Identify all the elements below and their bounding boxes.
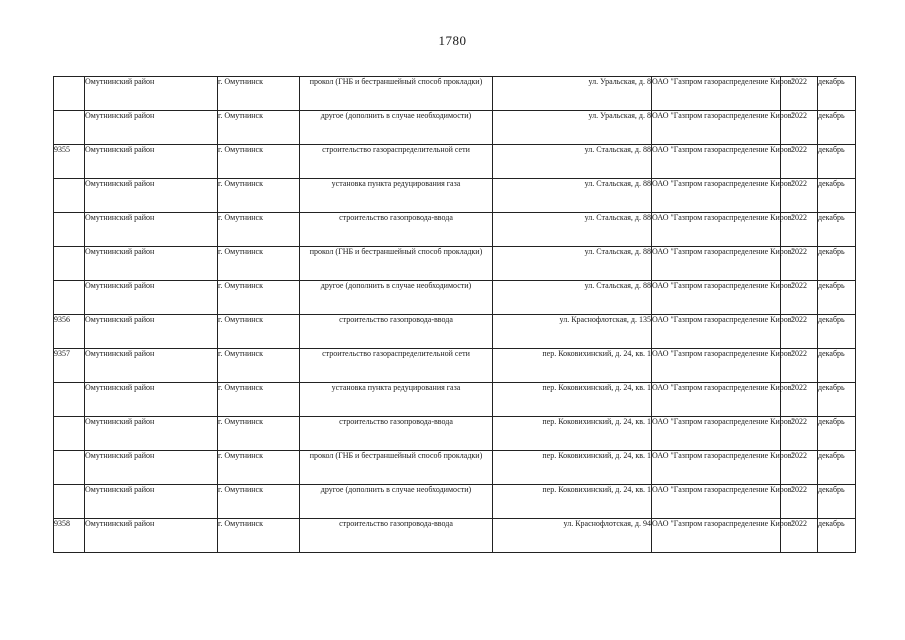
table-row	[54, 111, 856, 145]
district-cell: Омутнинский район	[85, 485, 218, 519]
work-type-cell: установка пункта редуцирования газа	[300, 383, 493, 417]
address-cell: ул. Краснофлотская, д. 94	[493, 519, 652, 553]
month-cell: декабрь	[818, 213, 856, 247]
row-number	[54, 213, 85, 247]
work-type-cell: другое (дополнить в случае необходимости)	[300, 485, 493, 519]
row-number: 9356	[54, 315, 85, 349]
row-number: 9357	[54, 349, 85, 383]
address-cell: пер. Коковихинский, д. 24, кв. 1	[493, 417, 652, 451]
table-row	[54, 451, 856, 485]
organization-cell: ОАО "Газпром газораспределение Киров"	[652, 383, 781, 417]
organization-cell: ОАО "Газпром газораспределение Киров"	[652, 179, 781, 213]
work-type-cell: строительство газопровода-ввода	[300, 417, 493, 451]
city-cell: г. Омутнинск	[218, 213, 300, 247]
row-number	[54, 77, 85, 111]
district-cell: Омутнинский район	[85, 111, 218, 145]
table-row	[54, 485, 856, 519]
table-row	[54, 281, 856, 315]
address-cell: ул. Стальская, д. 88	[493, 213, 652, 247]
address-cell: ул. Стальская, д. 88	[493, 281, 652, 315]
year-cell: 2022	[781, 281, 818, 315]
address-cell: ул. Уральская, д. 8	[493, 111, 652, 145]
district-cell: Омутнинский район	[85, 281, 218, 315]
organization-cell: ОАО "Газпром газораспределение Киров"	[652, 77, 781, 111]
address-cell: пер. Коковихинский, д. 24, кв. 1	[493, 485, 652, 519]
month-cell: декабрь	[818, 77, 856, 111]
city-cell: г. Омутнинск	[218, 111, 300, 145]
city-cell: г. Омутнинск	[218, 485, 300, 519]
table-row	[54, 77, 856, 111]
city-cell: г. Омутнинск	[218, 179, 300, 213]
year-cell: 2022	[781, 383, 818, 417]
address-cell: пер. Коковихинский, д. 24, кв. 1	[493, 383, 652, 417]
month-cell: декабрь	[818, 485, 856, 519]
city-cell: г. Омутнинск	[218, 77, 300, 111]
organization-cell: ОАО "Газпром газораспределение Киров"	[652, 213, 781, 247]
month-cell: декабрь	[818, 349, 856, 383]
organization-cell: ОАО "Газпром газораспределение Киров"	[652, 519, 781, 553]
month-cell: декабрь	[818, 451, 856, 485]
year-cell: 2022	[781, 519, 818, 553]
organization-cell: ОАО "Газпром газораспределение Киров"	[652, 417, 781, 451]
organization-cell: ОАО "Газпром газораспределение Киров"	[652, 451, 781, 485]
row-number	[54, 485, 85, 519]
year-cell: 2022	[781, 111, 818, 145]
table-row	[54, 349, 856, 383]
year-cell: 2022	[781, 179, 818, 213]
year-cell: 2022	[781, 451, 818, 485]
month-cell: декабрь	[818, 111, 856, 145]
month-cell: декабрь	[818, 247, 856, 281]
work-type-cell: строительство газораспределительной сети	[300, 145, 493, 179]
organization-cell: ОАО "Газпром газораспределение Киров"	[652, 349, 781, 383]
row-number	[54, 111, 85, 145]
row-number: 9358	[54, 519, 85, 553]
address-cell: ул. Стальская, д. 88	[493, 145, 652, 179]
district-cell: Омутнинский район	[85, 417, 218, 451]
month-cell: декабрь	[818, 315, 856, 349]
city-cell: г. Омутнинск	[218, 315, 300, 349]
work-type-cell: прокол (ГНБ и бестраншейный способ прокладки)	[300, 247, 493, 281]
month-cell: декабрь	[818, 179, 856, 213]
table-body	[54, 77, 856, 553]
city-cell: г. Омутнинск	[218, 519, 300, 553]
year-cell: 2022	[781, 213, 818, 247]
year-cell: 2022	[781, 315, 818, 349]
table-row	[54, 315, 856, 349]
work-type-cell: другое (дополнить в случае необходимости)	[300, 111, 493, 145]
table-row	[54, 383, 856, 417]
organization-cell: ОАО "Газпром газораспределение Киров"	[652, 145, 781, 179]
work-type-cell: установка пункта редуцирования газа	[300, 179, 493, 213]
month-cell: декабрь	[818, 281, 856, 315]
row-number	[54, 247, 85, 281]
table-row	[54, 179, 856, 213]
district-cell: Омутнинский район	[85, 145, 218, 179]
year-cell: 2022	[781, 77, 818, 111]
work-type-cell: строительство газопровода-ввода	[300, 519, 493, 553]
city-cell: г. Омутнинск	[218, 417, 300, 451]
organization-cell: ОАО "Газпром газораспределение Киров"	[652, 247, 781, 281]
city-cell: г. Омутнинск	[218, 349, 300, 383]
row-number	[54, 417, 85, 451]
city-cell: г. Омутнинск	[218, 247, 300, 281]
work-type-cell: прокол (ГНБ и бестраншейный способ прокладки)	[300, 451, 493, 485]
table-row	[54, 519, 856, 553]
address-cell: ул. Краснофлотская, д. 135	[493, 315, 652, 349]
work-type-cell: строительство газораспределительной сети	[300, 349, 493, 383]
district-cell: Омутнинский район	[85, 179, 218, 213]
organization-cell: ОАО "Газпром газораспределение Киров"	[652, 281, 781, 315]
row-number: 9355	[54, 145, 85, 179]
row-number	[54, 451, 85, 485]
work-type-cell: строительство газопровода-ввода	[300, 315, 493, 349]
month-cell: декабрь	[818, 417, 856, 451]
work-type-cell: другое (дополнить в случае необходимости)	[300, 281, 493, 315]
district-cell: Омутнинский район	[85, 349, 218, 383]
city-cell: г. Омутнинск	[218, 383, 300, 417]
address-cell: ул. Уральская, д. 8	[493, 77, 652, 111]
works-table	[53, 76, 856, 553]
organization-cell: ОАО "Газпром газораспределение Киров"	[652, 111, 781, 145]
district-cell: Омутнинский район	[85, 247, 218, 281]
year-cell: 2022	[781, 145, 818, 179]
table-row	[54, 145, 856, 179]
row-number	[54, 179, 85, 213]
month-cell: декабрь	[818, 519, 856, 553]
city-cell: г. Омутнинск	[218, 451, 300, 485]
district-cell: Омутнинский район	[85, 77, 218, 111]
page-number: 1780	[438, 33, 467, 48]
work-type-cell: строительство газопровода-ввода	[300, 213, 493, 247]
organization-cell: ОАО "Газпром газораспределение Киров"	[652, 485, 781, 519]
year-cell: 2022	[781, 485, 818, 519]
row-number	[54, 281, 85, 315]
district-cell: Омутнинский район	[85, 315, 218, 349]
year-cell: 2022	[781, 349, 818, 383]
address-cell: пер. Коковихинский, д. 24, кв. 1	[493, 349, 652, 383]
year-cell: 2022	[781, 417, 818, 451]
work-type-cell: прокол (ГНБ и бестраншейный способ прокладки)	[300, 77, 493, 111]
year-cell: 2022	[781, 247, 818, 281]
month-cell: декабрь	[818, 383, 856, 417]
row-number	[54, 383, 85, 417]
table-row	[54, 213, 856, 247]
city-cell: г. Омутнинск	[218, 145, 300, 179]
table-row	[54, 247, 856, 281]
address-cell: ул. Стальская, д. 88	[493, 247, 652, 281]
district-cell: Омутнинский район	[85, 383, 218, 417]
district-cell: Омутнинский район	[85, 451, 218, 485]
address-cell: пер. Коковихинский, д. 24, кв. 1	[493, 451, 652, 485]
district-cell: Омутнинский район	[85, 519, 218, 553]
organization-cell: ОАО "Газпром газораспределение Киров"	[652, 315, 781, 349]
district-cell: Омутнинский район	[85, 213, 218, 247]
table-row	[54, 417, 856, 451]
address-cell: ул. Стальская, д. 88	[493, 179, 652, 213]
city-cell: г. Омутнинск	[218, 281, 300, 315]
month-cell: декабрь	[818, 145, 856, 179]
